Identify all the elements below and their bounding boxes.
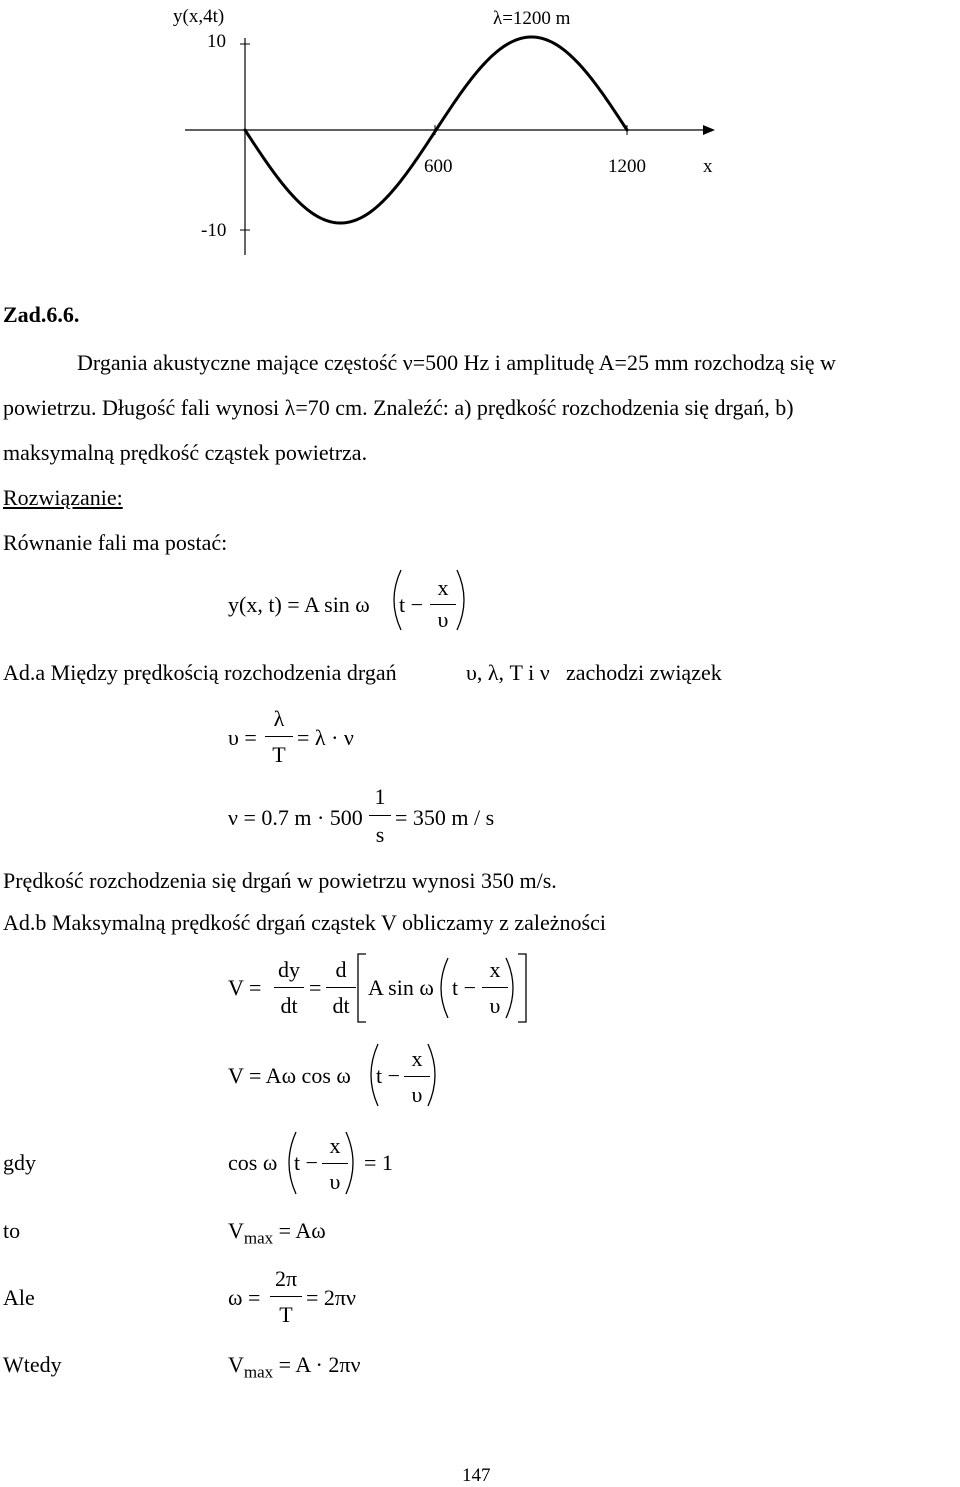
vmax-v: V xyxy=(228,1218,244,1243)
ad-a-end: zachodzi związek xyxy=(566,660,722,685)
eq5-den: υ xyxy=(411,1082,423,1107)
eq3-num: 1 xyxy=(374,784,386,809)
eq4-equals: = xyxy=(309,975,322,1000)
y-tick-top: 10 xyxy=(207,31,226,52)
problem-title: Zad.6.6. xyxy=(3,302,80,327)
eq3-rhs: = 350 m / s xyxy=(395,805,495,830)
eq3-lhs: ν = 0.7 m · 500 xyxy=(228,805,363,830)
vmax-sub: max xyxy=(243,1228,274,1248)
eq5-bar xyxy=(404,1076,430,1077)
eq1-t: t − xyxy=(399,592,424,617)
ad-a-symbols: υ, λ, T i ν xyxy=(466,660,550,685)
wavelength-label: λ=1200 m xyxy=(493,8,571,29)
wave-point xyxy=(387,194,390,197)
eq2-lhs: υ = xyxy=(228,725,257,750)
eq4-num2: d xyxy=(335,957,347,982)
eq1-bar xyxy=(430,604,456,605)
vmax-eq-1 xyxy=(228,1218,326,1248)
wave-point xyxy=(339,222,342,225)
eq1-den: υ xyxy=(437,607,449,632)
eq4-bar1 xyxy=(274,987,304,988)
eq4-bar3 xyxy=(482,987,508,988)
eq8-num: 2π xyxy=(274,1266,298,1291)
eq6-rhs: = 1 xyxy=(364,1150,393,1175)
page-number: 147 xyxy=(462,1465,491,1486)
eq8-den: T xyxy=(279,1302,293,1327)
x-tick-600: 600 xyxy=(424,156,453,177)
eq4-den2: dt xyxy=(332,993,350,1018)
eq1-num: x xyxy=(437,575,449,600)
eq8-bar xyxy=(270,1296,302,1297)
vmax2-v: V xyxy=(228,1352,244,1377)
vmax2-rhs: = A · 2πν xyxy=(278,1352,361,1377)
eq2-rhs: = λ · ν xyxy=(297,725,354,750)
eq4-mid: A sin ω xyxy=(368,975,434,1000)
wave-graph xyxy=(0,0,960,280)
result-a: Prędkość rozchodzenia się drgań w powietrzu wynosi 350 m/s. xyxy=(3,868,557,893)
wave-point xyxy=(530,36,533,39)
x-tick-1200: 1200 xyxy=(608,156,646,177)
equation-intro: Równanie fali ma postać: xyxy=(3,530,228,555)
ale-label: Ale xyxy=(3,1285,35,1310)
vmax-rhs: = Aω xyxy=(278,1218,326,1243)
eq4-den1: dt xyxy=(280,993,298,1018)
x-axis-arrow xyxy=(703,125,715,135)
eq4-num3: x xyxy=(489,957,501,982)
eq4-den3: υ xyxy=(489,993,501,1018)
eq6-t: t − xyxy=(294,1150,319,1175)
eq3-bar xyxy=(369,815,391,816)
eq8-lhs: ω = xyxy=(228,1285,261,1310)
eq6-num: x xyxy=(329,1133,341,1158)
to-label: to xyxy=(3,1218,21,1243)
solution-label: Rozwiązanie: xyxy=(3,485,123,510)
eq6-bar xyxy=(322,1163,348,1164)
vmax-eq-2 xyxy=(228,1352,360,1382)
eq4-lhs: V = xyxy=(228,975,262,1000)
eq5-num: x xyxy=(411,1046,423,1071)
wave-point xyxy=(578,63,581,66)
eq1-lhs: y(x, t) = A sin ω xyxy=(228,592,370,617)
eq6-lhs: cos ω xyxy=(228,1150,278,1175)
eq2-bar xyxy=(265,736,293,737)
wave-point xyxy=(435,129,438,132)
eq3-den: s xyxy=(375,822,385,847)
y-axis-label: y(x,4t) xyxy=(173,6,225,27)
problem-line-1: Drgania akustyczne mające częstość ν=500 Hz i amplitudę A=25 mm rozchodzą się w xyxy=(77,350,836,375)
ad-a-text: Ad.a Między prędkością rozchodzenia drgań xyxy=(3,660,397,685)
eq2-den: T xyxy=(272,742,286,767)
gdy-label: gdy xyxy=(3,1150,36,1175)
eq4-t: t − xyxy=(452,975,477,1000)
eq5-lhs: V = Aω cos ω xyxy=(228,1063,351,1088)
wtedy-label: Wtedy xyxy=(3,1352,62,1377)
problem-line-2: powietrzu. Długość fali wynosi λ=70 cm. Znaleźć: a) prędkość rozchodzenia się drgań, b) xyxy=(3,395,794,420)
vmax2-sub: max xyxy=(243,1362,274,1382)
eq5-t: t − xyxy=(376,1063,401,1088)
eq2-num: λ xyxy=(273,706,285,731)
wave-point xyxy=(291,194,294,197)
eq6-den: υ xyxy=(329,1169,341,1194)
problem-line-3: maksymalną prędkość cząstek powietrza. xyxy=(3,440,368,465)
x-axis-label: x xyxy=(703,156,713,177)
y-tick-bottom: -10 xyxy=(201,220,227,241)
eq4-num1: dy xyxy=(278,957,300,982)
eq8-rhs: = 2πν xyxy=(306,1285,356,1310)
wave-point xyxy=(626,129,629,132)
wave-point xyxy=(244,129,247,132)
wave-point xyxy=(482,63,485,66)
ad-b-text: Ad.b Maksymalną prędkość drgań cząstek V obliczamy z zależności xyxy=(3,910,606,935)
